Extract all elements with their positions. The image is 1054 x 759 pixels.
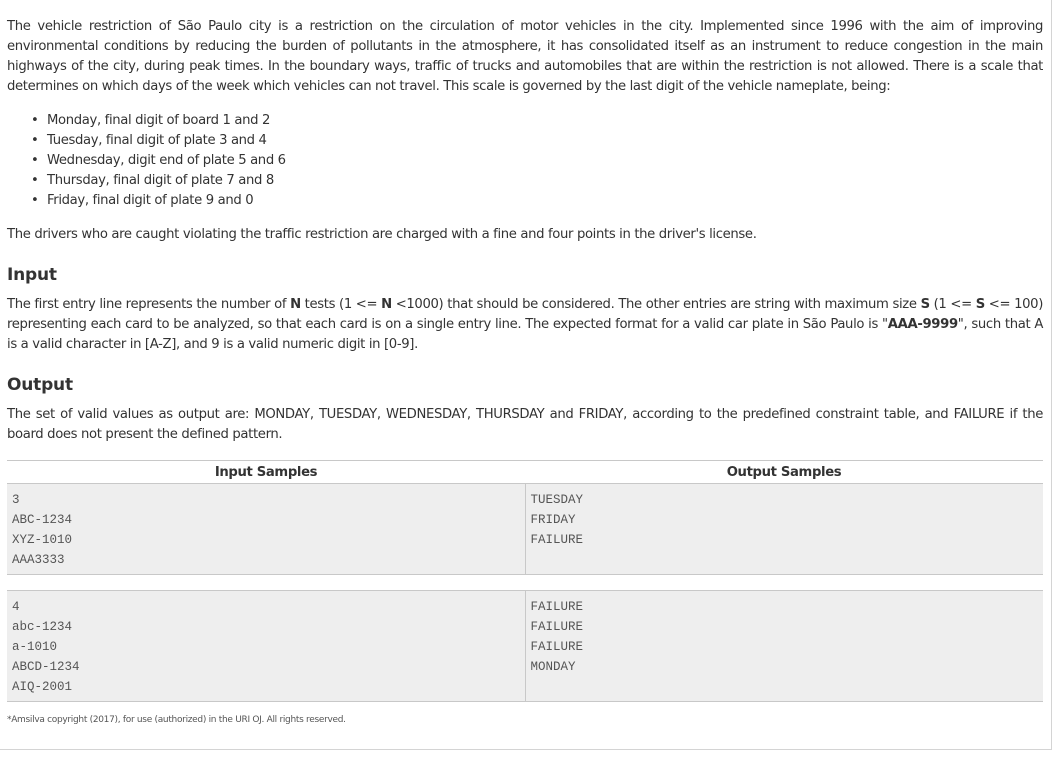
list-item: • Wednesday, digit end of plate 5 and 6 <box>28 151 286 171</box>
input-text-part: The first entry line represents the number of <box>7 297 291 312</box>
sample-line: FAILURE <box>530 533 584 547</box>
sample-output-cell <box>525 591 1043 702</box>
sample-line: ABCD-1234 <box>12 660 80 674</box>
plate-format: AAA-9999 <box>887 317 958 332</box>
sample-line: a-1010 <box>12 640 58 654</box>
samples-table <box>7 460 1043 702</box>
sample-line: 3 <box>12 493 20 507</box>
sample-line: XYZ-1010 <box>12 533 73 547</box>
sample-line: abc-1234 <box>12 620 73 634</box>
spacer-cell <box>7 575 525 591</box>
restriction-schedule-list <box>28 111 286 211</box>
sample-line: 4 <box>12 600 20 614</box>
table-row <box>7 591 1043 702</box>
input-samples-header: Input Samples <box>7 461 525 484</box>
table-row <box>7 484 1043 575</box>
input-description <box>7 295 1043 355</box>
fine-paragraph: The drivers who are caught violating the traffic restriction are charged with a fine and four points in the driver's license. <box>7 227 757 242</box>
input-text-part: (1 <= <box>929 297 976 312</box>
input-bold-s: S <box>975 297 985 312</box>
output-description: The set of valid values as output are: MONDAY, TUESDAY, WEDNESDAY, THURSDAY and FRIDAY, according to the predefined constraint table, and FAILURE if the board does not present the defined pattern. <box>7 407 1043 442</box>
sample-output-cell <box>525 484 1043 575</box>
input-bold-n: N <box>290 297 301 312</box>
sample-line: AIQ-2001 <box>12 680 73 694</box>
input-text-part: <= 100) representing each card to be analyzed, so that each card is on a single entry line. The expected format for a valid car plate in São Paulo is " <box>7 297 1044 332</box>
table-spacer <box>7 575 1043 591</box>
sample-line: MONDAY <box>530 660 576 674</box>
sample-line: TUESDAY <box>530 493 584 507</box>
sample-input-cell <box>7 484 525 575</box>
sample-line: ABC-1234 <box>12 513 73 527</box>
input-bold-s: S <box>920 297 930 312</box>
input-text-part: tests (1 <= <box>300 297 382 312</box>
output-samples-header: Output Samples <box>525 461 1043 484</box>
list-item: • Thursday, final digit of plate 7 and 8 <box>28 171 286 191</box>
copyright-notice: *Amsilva copyright (2017), for use (authorized) in the URI OJ. All rights reserved. <box>7 715 346 725</box>
sample-line: FRIDAY <box>530 513 576 527</box>
spacer-cell <box>525 575 1043 591</box>
input-text-part: <1000) that should be considered. The other entries are string with maximum size <box>391 297 921 312</box>
sample-line: FAILURE <box>530 600 584 614</box>
list-item: • Monday, final digit of board 1 and 2 <box>28 111 286 131</box>
list-item: • Friday, final digit of plate 9 and 0 <box>28 191 286 211</box>
sample-line: FAILURE <box>530 640 584 654</box>
sample-line: AAA3333 <box>12 553 65 567</box>
input-text-part: ", such that A is a valid character in [A-Z], and 9 is a valid numeric digit in [0-9]. <box>7 317 1044 352</box>
sample-line: FAILURE <box>530 620 584 634</box>
output-heading: Output <box>7 375 73 395</box>
intro-paragraph: The vehicle restriction of São Paulo city is a restriction on the circulation of motor vehicles in the city. Implemented since 1996 with the aim of improving environmental conditions by reducing the burden of pollutants in the atmosphere, it has consolidated itself as an instrument to reduce congestion in the main highways of the city, during peak times. In the boundary ways, traffic of trucks and automobiles that are within the restriction is not allowed. There is a scale that determines on which days of the week which vehicles can not travel. This scale is governed by the last digit of the vehicle nameplate, being: <box>7 19 1043 94</box>
input-heading: Input <box>7 265 57 285</box>
input-bold-n: N <box>381 297 392 312</box>
sample-input-cell <box>7 591 525 702</box>
list-item: • Tuesday, final digit of plate 3 and 4 <box>28 131 286 151</box>
